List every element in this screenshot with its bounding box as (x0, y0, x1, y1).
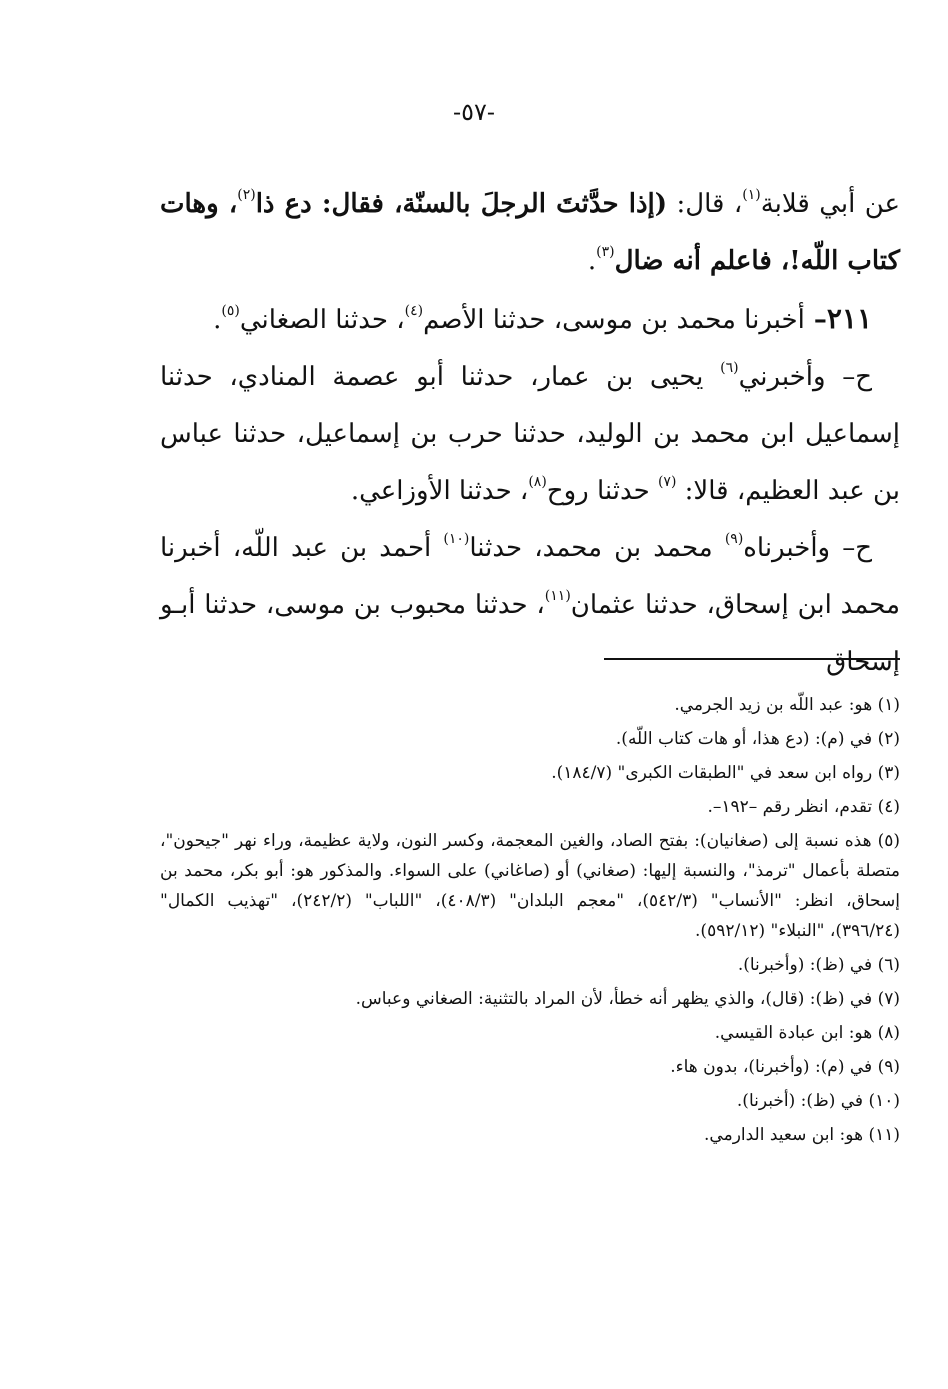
main-text (160, 176, 900, 691)
paragraph-2 (160, 290, 900, 349)
footnote-ref-5: (٥) (221, 303, 240, 320)
footnote-6 (160, 950, 900, 980)
hadith-number-dash: – (804, 305, 827, 335)
footnote-text: هذه نسبة إلى (صغانيان): بفتح الصاد، والغين المعجمة، وكسر النون، ولاية عظيمة، وراء نهر "جيحون"، متصلة بأعمال "ترمذ"، والنسبة إليها: (صغاني) أو (صاغاني) على السواء. والمذكور هو: أبو بكر، محمد بن إسحاق، انظر: "الأنساب" (٥٤٢/٣)، "معجم البلدان" (٤٠٨/٣)، "اللباب" (٢٤٢/٢)، "تهذيب الكمال" (٣٩٦/٢٤)، "النبلاء" (٥٩٢/١٢). (160, 831, 900, 941)
footnote-number: (١٠) (868, 1091, 900, 1111)
footnote-ref-8: (٨) (528, 474, 547, 491)
footnote-number: (١) (877, 695, 900, 715)
footnote-text: هو: ابن عبادة القيسي. (714, 1023, 873, 1043)
footnote-4 (160, 792, 900, 822)
p1-quote-d: ، وهات كتاب اللّه!، فاعلم أنه ضال (160, 189, 900, 276)
footnote-ref-9: (٩) (724, 531, 744, 548)
footnote-number: (٥) (877, 831, 901, 851)
p1-text-e: . (587, 246, 597, 276)
footnote-text: في (ظ): (قال)، والذي يظهر أنه خطأ، لأن المراد بالتثنية: الصغاني وعباس. (355, 989, 873, 1009)
footnote-ref-4: (٤) (404, 303, 424, 320)
p4-text-d: ، حدثنا محبوب بن موسى، حدثنا أبـو إسحاق (160, 590, 900, 677)
footnote-ref-11: (١١) (544, 588, 571, 605)
footnote-3 (160, 758, 900, 788)
footnote-5 (160, 826, 900, 946)
footnote-text: في (ظ): (وأخبرنا). (737, 955, 873, 975)
footnote-text: تقدم، انظر رقم –١٩٢–. (707, 797, 873, 817)
footnote-separator (604, 658, 900, 660)
footnote-11 (160, 1120, 900, 1150)
p3-text-a: ح– وأخبرني (738, 362, 872, 392)
footnote-ref-2: (٢) (237, 187, 256, 204)
p4-text-b: محمد بن محمد، حدثنا (469, 533, 725, 563)
footnote-ref-3: (٣) (596, 244, 615, 261)
footnote-text: رواه ابن سعد في "الطبقات الكبرى" (١٨٤/٧). (551, 763, 873, 783)
footnote-text: في (م): (وأخبرنا)، بدون هاء. (670, 1057, 873, 1077)
p2-text-b: ، حدثنا الصغاني (239, 305, 405, 335)
p3-text-c: حدثنا روح (546, 476, 658, 506)
p3-text-d: ، حدثنا الأوزاعي. (350, 476, 529, 506)
footnote-number: (٦) (877, 955, 900, 975)
footnote-ref-1: (١) (742, 187, 761, 204)
p1-quote-c: (إذا حدَّثتَ الرجلَ بالسنّة، فقال: دع ذا (255, 189, 668, 219)
footnote-number: (٤) (877, 797, 900, 817)
footnote-text: في (م): (دع هذا، أو هات كتاب اللّه). (615, 729, 873, 749)
p2-text-c: . (213, 305, 222, 335)
p4-text-c: أحمد بن عبد اللّه، أخبرنا محمد ابن إسحاق، حدثنا عثمان (160, 533, 900, 620)
p1-text-b: ، قال: (667, 189, 743, 219)
footnote-ref-10: (١٠) (443, 531, 470, 548)
p3-text-b: يحيى بن عمار، حدثنا أبو عصمة المنادي، حدثنا إسماعيل ابن محمد بن الوليد، حدثنا حرب بن إسماعيل، حدثنا عباس بن عبد العظيم، قالا: (160, 362, 900, 506)
footnote-7 (160, 984, 900, 1014)
p1-text-a: عن أبي قلابة (760, 189, 901, 219)
hadith-number: ٢١١ (826, 302, 872, 335)
footnotes (160, 690, 900, 1154)
footnote-number: (٣) (877, 763, 900, 783)
footnote-text: هو: ابن سعيد الدارمي. (704, 1125, 864, 1145)
footnote-number: (١١) (868, 1125, 900, 1145)
p2-text-a: أخبرنا محمد بن موسى، حدثنا الأصم (423, 305, 805, 335)
footnote-1 (160, 690, 900, 720)
footnote-text: في (ظ): (أخبرنا). (736, 1091, 864, 1111)
footnote-9 (160, 1052, 900, 1082)
footnote-10 (160, 1086, 900, 1116)
footnote-2 (160, 724, 900, 754)
paragraph-1 (160, 176, 900, 290)
footnote-text: هو: عبد اللّه بن زيد الجرمي. (674, 695, 873, 715)
footnote-number: (٨) (877, 1023, 900, 1043)
footnote-ref-7: (٧) (657, 474, 677, 491)
p4-text-a: ح– وأخبرناه (743, 533, 873, 563)
paragraph-3 (160, 349, 900, 520)
footnote-number: (٧) (877, 989, 900, 1009)
footnote-number: (٢) (877, 729, 900, 749)
footnote-number: (٩) (877, 1057, 900, 1077)
paragraph-4 (160, 520, 900, 691)
page-number: -٥٧- (453, 98, 495, 126)
footnote-8 (160, 1018, 900, 1048)
footnote-ref-6: (٦) (720, 360, 739, 377)
